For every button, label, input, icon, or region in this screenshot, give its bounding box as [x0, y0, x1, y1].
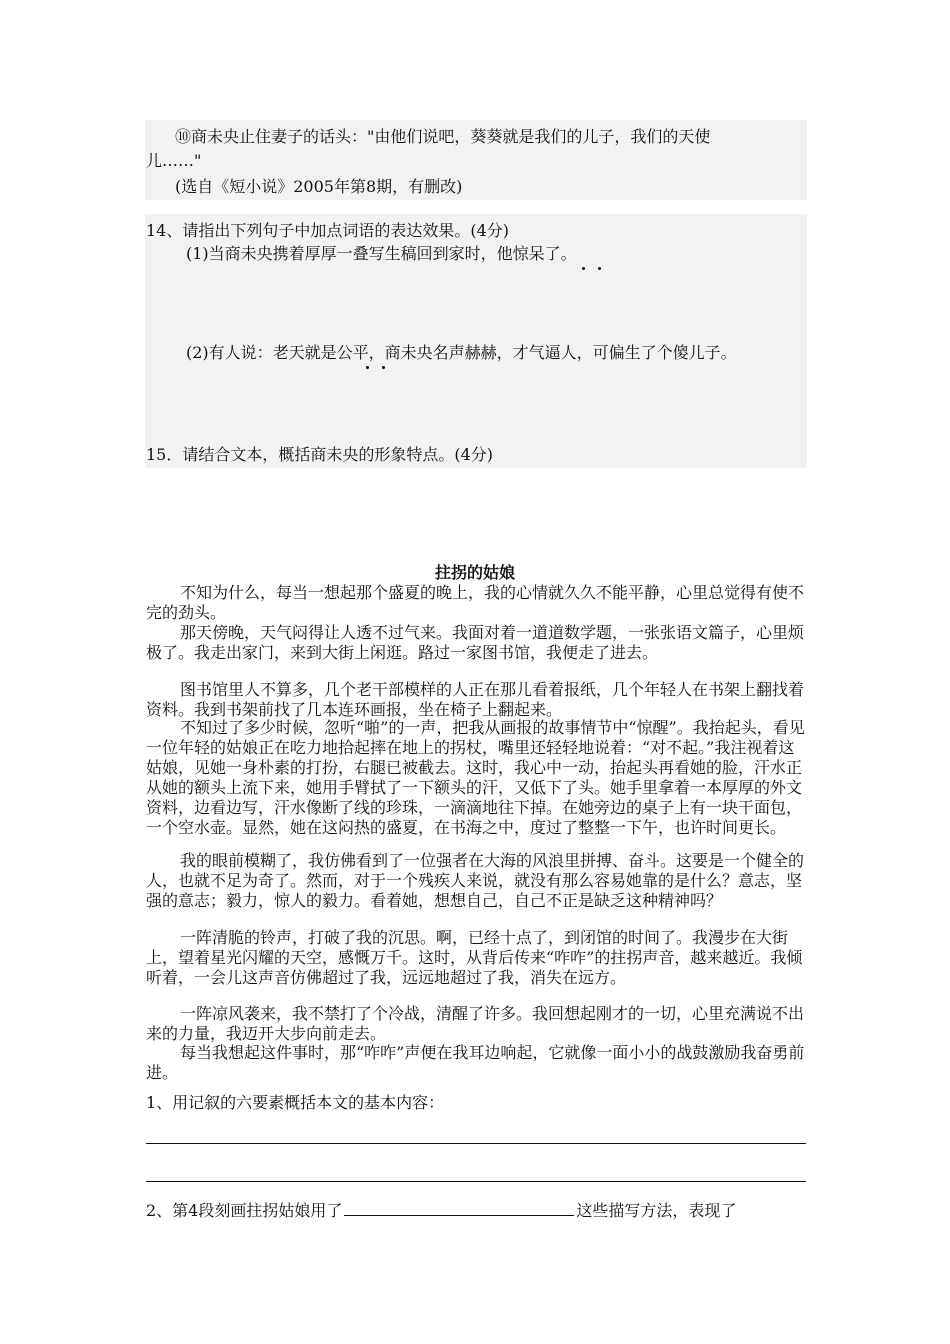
emphasis-dot [366, 366, 369, 369]
q14-title: 14、请指出下列句子中加点词语的表达效果。(4分) [146, 221, 510, 240]
story-paragraph-3: 图书馆里人不算多，几个老干部模样的人正在那儿看着报纸，几个年轻人在书架上翻找着资料。我到书架前找了几本连环画报，坐在椅子上翻起来。 [146, 680, 805, 719]
story-paragraph-7: 一阵凉风袭来，我不禁打了个冷战，清醒了许多。我回想起刚才的一切，心里充满说不出来的力量，我迈开大步向前走去。 [146, 1004, 805, 1043]
emphasis-dot [582, 267, 585, 270]
question-2-before: 2、第4段刻画拄拐姑娘用了 [146, 1201, 343, 1220]
story-paragraph-2: 那天傍晚，天气闷得让人透不过气来。我面对着一道道数学题，一张张语文篇子，心里烦极了。我走出家门，来到大街上闲逛。路过一家图书馆，我便走了进去。 [146, 623, 805, 662]
top-block-line2: 儿……" [146, 151, 202, 170]
q14-item1: (1)当商未央携着厚厚一叠写生稿回到家时，他惊呆了。 [186, 244, 577, 263]
story-paragraph-8: 每当我想起这件事时，那“咋咋”声便在我耳边响起，它就像一面小小的战鼓激励我奋勇前进。 [146, 1043, 805, 1082]
question-2-after: 这些描写方法，表现了 [576, 1201, 737, 1220]
story-paragraph-1: 不知为什么，每当一想起那个盛夏的晚上，我的心情就久久不能平静，心里总觉得有使不完的劲头。 [146, 583, 805, 622]
q15-title: 15．请结合文本，概括商未央的形象特点。(4分) [146, 445, 494, 464]
story-paragraph-4: 不知过了多少时候，忽听“啪”的一声，把我从画报的故事情节中“惊醒”。我抬起头，看见一位年轻的姑娘正在吃力地拾起摔在地上的拐杖，嘴里还轻轻地说着：“对不起。”我注视着这姑娘，见她一身朴素的打扮，右腿已被截去。这时，我心中一动，抬起头再看她的脸，汗水正从她的额头上流下来，她用手臂拭了一下额头的汗，又低下了头。她手里拿着一本厚厚的外文资料，边看边写，汗水像断了线的珍珠，一滴滴地往下掉。在她旁边的桌子上有一块干面包，一个空水壶。显然，她在这闷热的盛夏，在书海之中，度过了整整一下午，也许时间更长。 [146, 718, 805, 837]
story-paragraph-6: 一阵清脆的铃声，打破了我的沉思。啊，已经十点了，到闭馆的时间了。我漫步在大街上，望着星光闪耀的天空，感慨万千。这时，从背后传来“咋咋”的拄拐声音，越来越近。我倾听着，一会儿这声音仿佛超过了我，远远地超过了我，消失在远方。 [146, 928, 803, 987]
answer-line-2[interactable] [146, 1181, 806, 1182]
top-block-line1: ⑩商未央止住妻子的话头："由他们说吧，葵葵就是我们的儿子，我们的天使 [175, 127, 711, 146]
story-title: 拄拐的姑娘 [434, 563, 515, 582]
question-1: 1、用记叙的六要素概括本文的基本内容： [146, 1093, 445, 1112]
q14-item2: (2)有人说：老天就是公平，商未央名声赫赫，才气逼人，可偏生了个傻儿子。 [186, 343, 737, 362]
emphasis-dot [598, 267, 601, 270]
question-2 [146, 1199, 736, 1221]
story-paragraph-5: 我的眼前模糊了，我仿佛看到了一位强者在大海的风浪里拼搏、奋斗。这要是一个健全的人，也就不足为奇了。然而，对于一个残疾人来说，就没有那么容易她靠的是什么？意志，坚强的意志；毅力，惊人的毅力。看着她，想想自己，自己不正是缺乏这种精神吗？ [146, 851, 805, 910]
answer-blank[interactable] [344, 1199, 574, 1216]
answer-line-1[interactable] [146, 1143, 806, 1144]
emphasis-dot [382, 366, 385, 369]
top-block-source: (选自《短小说》2005年第8期，有删改) [175, 177, 463, 196]
